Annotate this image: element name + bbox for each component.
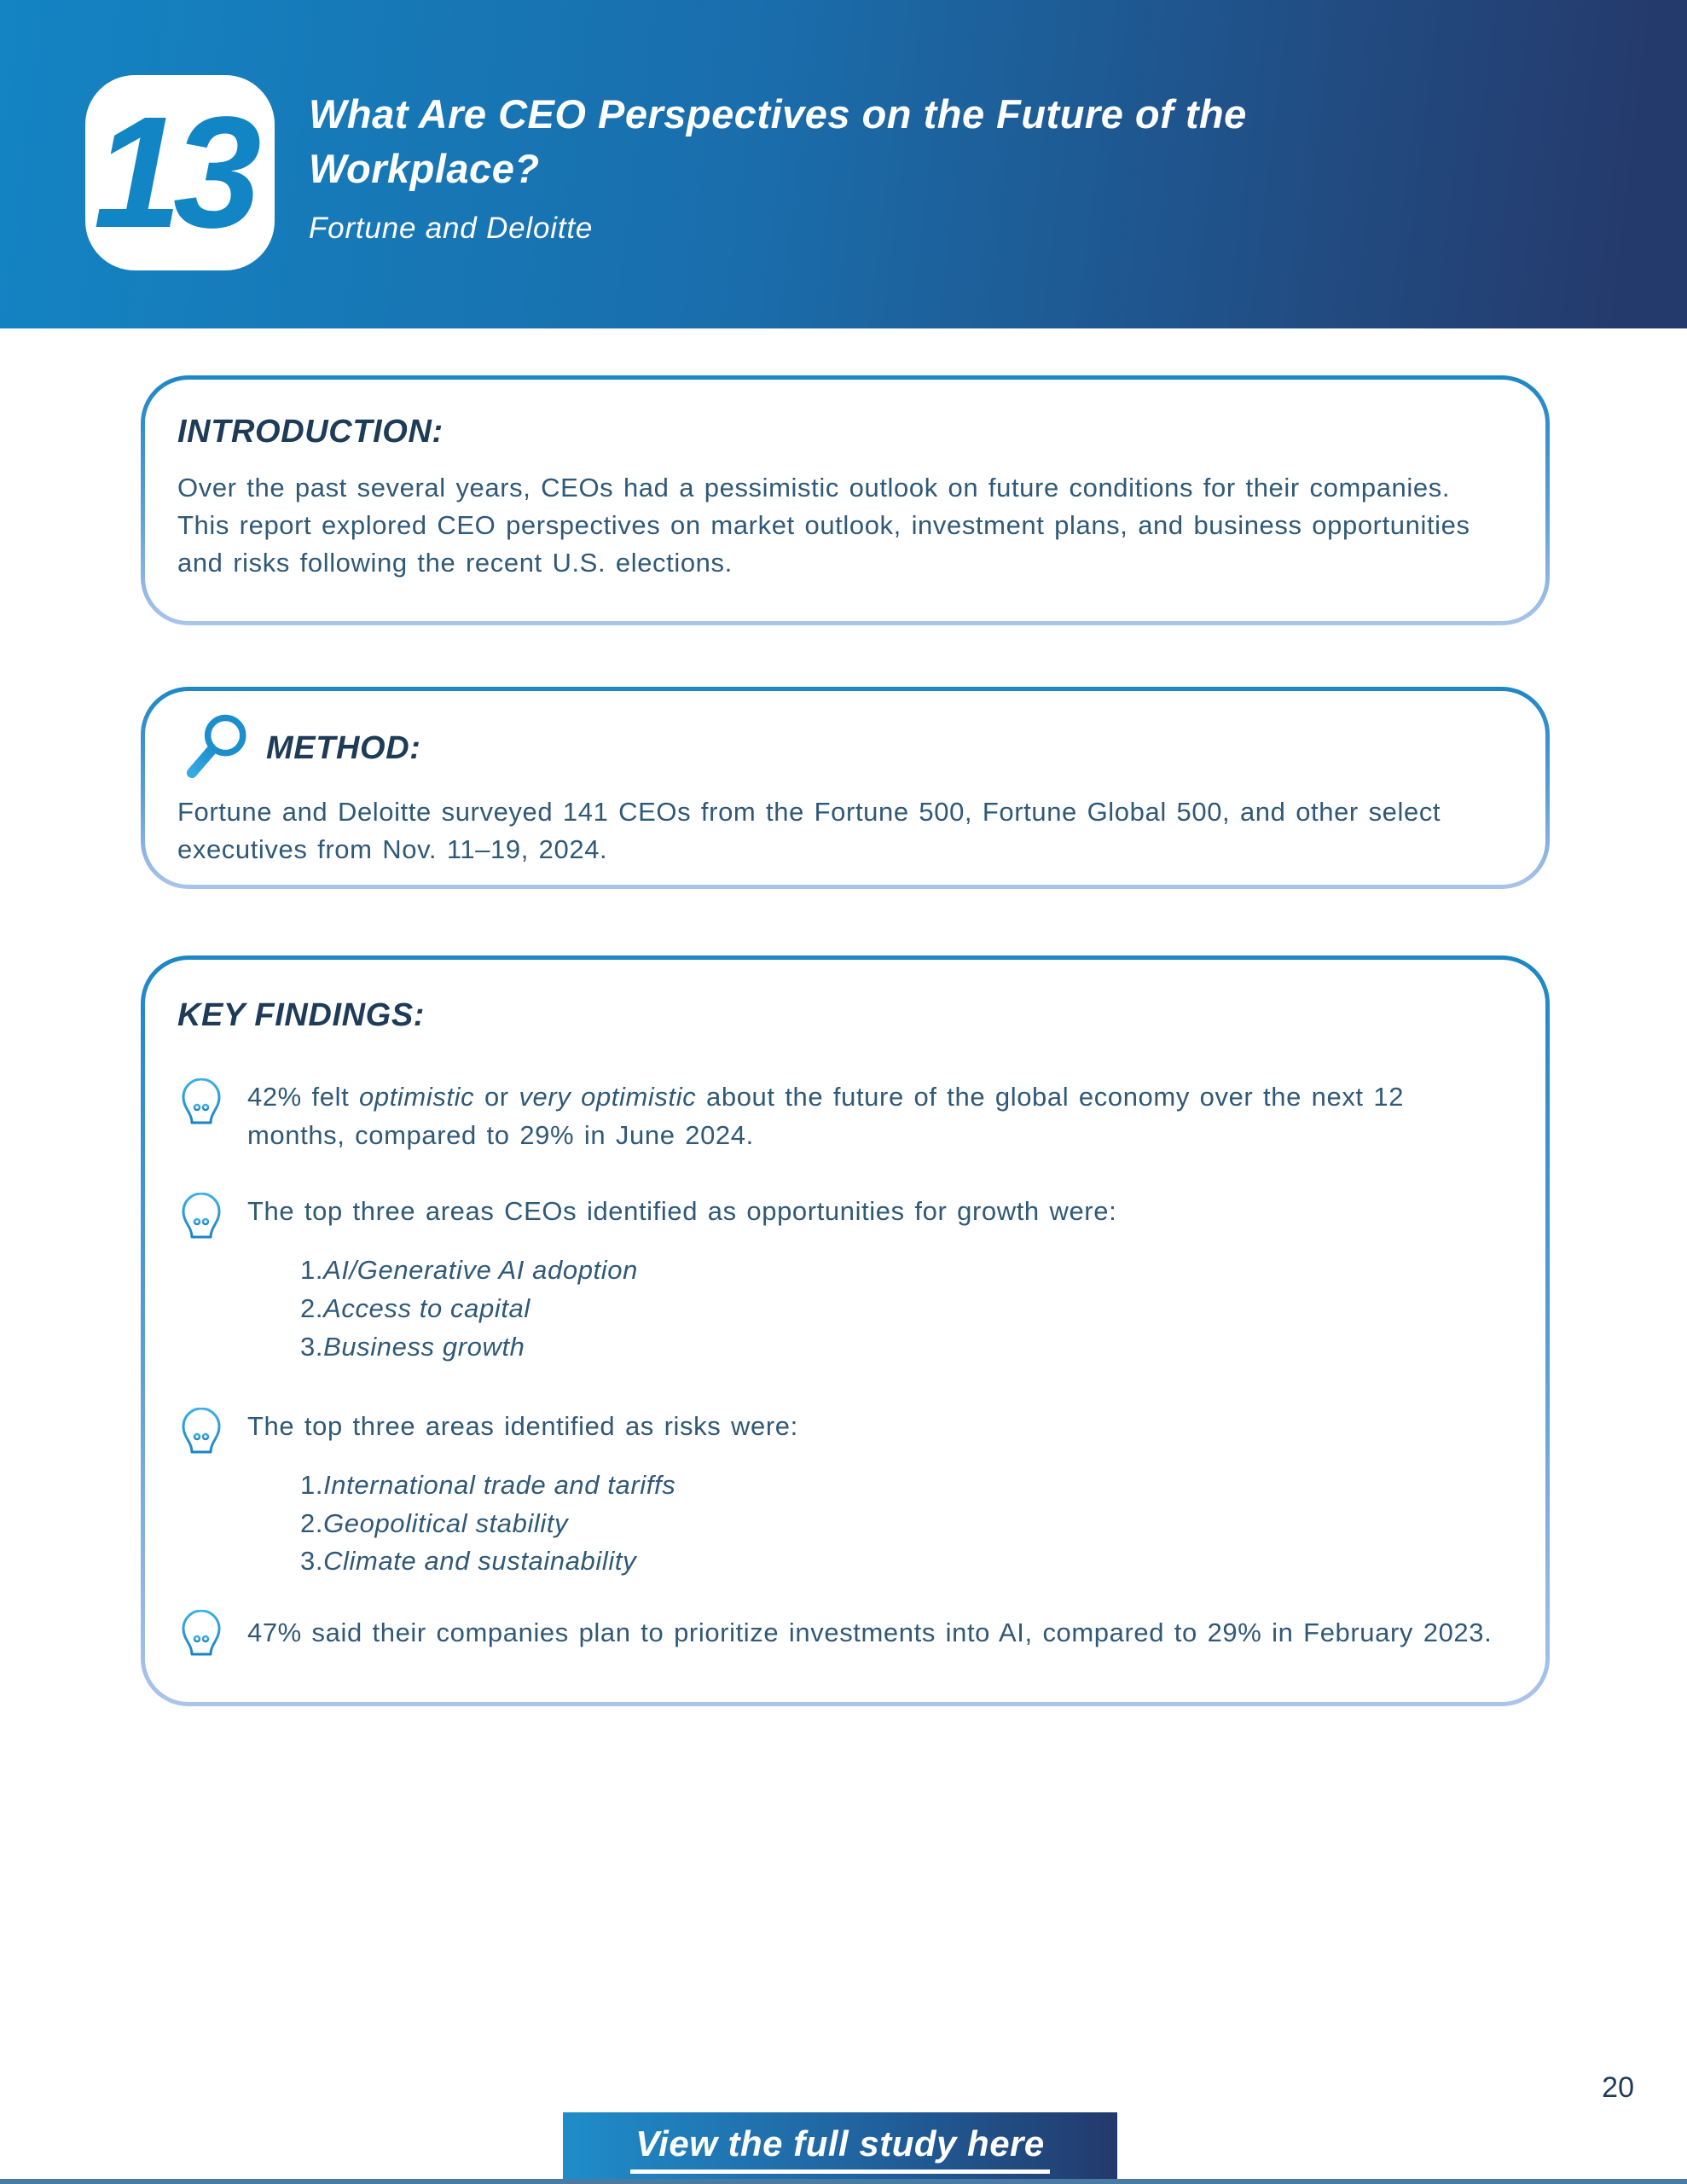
finding-list-number: 1. — [300, 1469, 324, 1500]
finding-list-number: 3. — [300, 1546, 324, 1577]
chapter-number-badge — [85, 75, 275, 270]
introduction-heading: INTRODUCTION: — [177, 414, 443, 450]
finding-emphasis: very optimistic — [519, 1082, 697, 1112]
finding-emphasis: optimistic — [359, 1082, 475, 1112]
finding-segment: about the future of the global economy over the next 12 months, compared to 29% in June 2024. — [247, 1082, 1405, 1150]
finding-row — [177, 1408, 1507, 1582]
header-banner — [0, 0, 1687, 328]
finding-text — [247, 1610, 1501, 1656]
finding-list-text: AI/Generative AI adoption — [323, 1254, 638, 1285]
method-card — [145, 691, 1545, 885]
introduction-card — [145, 380, 1545, 621]
finding-segment: 47% said their companies plan to prioritize investments into AI, compared to 29% in February 2023. — [247, 1618, 1493, 1648]
key-findings-section — [141, 956, 1550, 1706]
finding-text — [247, 1408, 1501, 1446]
method-heading: METHOD: — [266, 729, 421, 766]
introduction-body: Over the past several years, CEOs had a pessimistic outlook on future conditions for their companies. This report explored CEO perspectives on market outlook, investment plans, and business opportunities and risks following the recent U.S. elections. — [177, 473, 1470, 578]
view-full-study-button[interactable] — [563, 2112, 1117, 2184]
finding-list-item — [300, 1290, 1507, 1328]
findings-list — [177, 1078, 1507, 1682]
finding-list-number: 3. — [300, 1331, 324, 1362]
finding-list-number: 2. — [300, 1292, 324, 1323]
lightbulb-icon — [177, 1193, 225, 1264]
header-text — [309, 87, 1417, 246]
finding-list-text: Access to capital — [323, 1292, 530, 1323]
introduction-section — [141, 375, 1550, 625]
finding-sublist — [300, 1467, 1507, 1582]
finding-body — [247, 1610, 1507, 1656]
finding-list-text: International trade and tariffs — [323, 1469, 676, 1500]
finding-list-number: 2. — [300, 1507, 324, 1538]
finding-body — [247, 1193, 1507, 1367]
page-subtitle: Fortune and Deloitte — [309, 211, 594, 245]
page-title: What Are CEO Perspectives on the Future of the Workplace? — [309, 91, 1247, 191]
finding-segment: 42% felt — [247, 1082, 360, 1112]
finding-sublist — [300, 1252, 1507, 1367]
finding-row — [177, 1078, 1507, 1155]
finding-list-item — [300, 1467, 1507, 1505]
key-findings-heading: KEY FINDINGS: — [177, 997, 426, 1033]
finding-list-item — [300, 1328, 1507, 1367]
finding-segment: The top three areas CEOs identified as opportunities for growth were: — [247, 1195, 1117, 1226]
magnifier-icon — [177, 712, 254, 785]
finding-list-item — [300, 1505, 1507, 1543]
finding-list-text: Climate and sustainability — [323, 1546, 637, 1577]
finding-list-item — [300, 1542, 1507, 1581]
finding-segment: The top three areas identified as risks were: — [247, 1410, 798, 1441]
lightbulb-icon — [177, 1408, 225, 1479]
finding-body — [247, 1408, 1507, 1582]
finding-text — [247, 1078, 1501, 1155]
finding-list-item — [300, 1252, 1507, 1290]
finding-list-number: 1. — [300, 1254, 324, 1285]
lightbulb-icon — [177, 1610, 225, 1682]
finding-row — [177, 1193, 1507, 1367]
method-body: Fortune and Deloitte surveyed 141 CEOs from the Fortune 500, Fortune Global 500, and other select executives from Nov. 11–19, 2024. — [177, 797, 1441, 865]
finding-body — [247, 1078, 1507, 1155]
chapter-number: 13 — [93, 84, 253, 261]
method-section — [141, 687, 1550, 889]
finding-list-text: Business growth — [323, 1331, 525, 1362]
finding-segment: or — [474, 1082, 519, 1112]
bottom-rule — [0, 2179, 1687, 2184]
finding-row — [177, 1610, 1507, 1682]
key-findings-card — [145, 960, 1545, 1702]
finding-list-text: Geopolitical stability — [323, 1507, 569, 1538]
page-number: 20 — [1602, 2071, 1634, 2104]
lightbulb-icon — [177, 1078, 225, 1150]
finding-text — [247, 1193, 1501, 1231]
view-full-study-label: View the full study here — [630, 2123, 1050, 2174]
method-header — [177, 712, 1507, 785]
